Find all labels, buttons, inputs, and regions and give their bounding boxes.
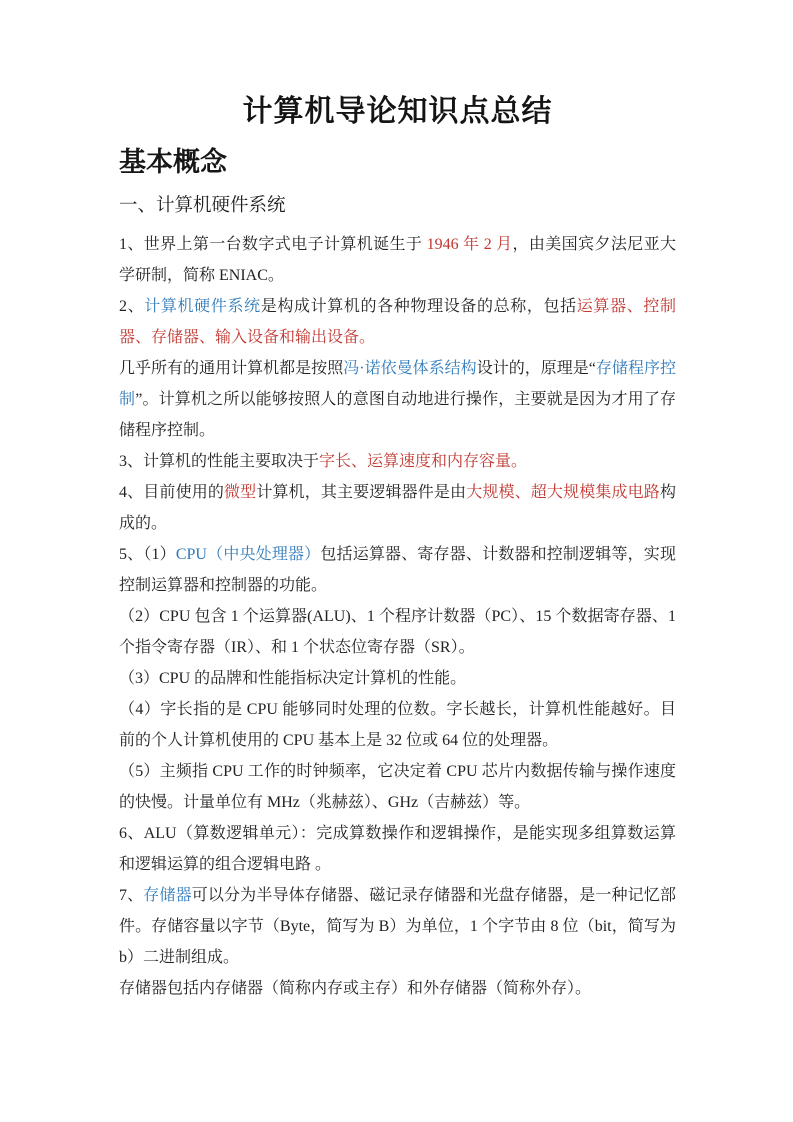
paragraph xyxy=(119,880,676,973)
subsection-heading: 一、计算机硬件系统 xyxy=(119,196,286,216)
text-run: 3、计算机的性能主要取决于 xyxy=(119,453,320,470)
text-run: 7、 xyxy=(119,887,144,904)
text-run: （5）主频指 CPU 工作的时钟频率，它决定着 CPU 芯片内数据传输与操作速度的快慢。计量单位有 MHz（兆赫兹）、GHz（吉赫兹）等。 xyxy=(119,763,676,811)
red-highlight-run: 1946 年 2 月 xyxy=(426,236,513,253)
document-body xyxy=(119,229,676,1004)
paragraph xyxy=(119,756,676,818)
paragraph xyxy=(119,663,676,694)
section-heading: 基本概念 xyxy=(119,147,227,177)
paragraph xyxy=(119,694,676,756)
red-highlight-run: 字长、运算速度和内存容量。 xyxy=(319,453,528,470)
paragraph xyxy=(119,539,676,601)
blue-highlight-run: CPU（中央处理器） xyxy=(175,546,321,563)
document-title: 计算机导论知识点总结 xyxy=(242,95,553,128)
text-run: 是构成计算机的各种物理设备的总称，包括 xyxy=(260,298,577,315)
red-highlight-run: 微型 xyxy=(224,484,257,501)
paragraph xyxy=(119,818,676,880)
text-run: （4）字长指的是 CPU 能够同时处理的位数。字长越长，计算机性能越好。目前的个人计算机使用的 CPU 基本上是 32 位或 64 位的处理器。 xyxy=(119,701,676,749)
blue-highlight-run: 存储程序控制 xyxy=(119,360,676,408)
red-highlight-run: 运算器、控制器、存储器、输入设备和输出设备。 xyxy=(119,298,676,346)
paragraph xyxy=(119,291,676,353)
paragraph xyxy=(119,973,676,1004)
blue-highlight-run: 存储器 xyxy=(143,887,192,904)
text-run: 2、 xyxy=(119,298,145,315)
text-run: 1、世界上第一台数字式电子计算机诞生于 xyxy=(119,236,427,253)
text-run: （2）CPU 包含 1 个运算器(ALU)、1 个程序计数器（PC）、15 个数据寄存器、1 个指令寄存器（IR）、和 1 个状态位寄存器（SR）。 xyxy=(119,608,676,656)
text-run: ”。计算机之所以能够按照人的意图自动地进行操作，主要就是因为才用了存储程序控制。 xyxy=(119,391,676,439)
text-run: 构成的。 xyxy=(119,484,676,532)
text-run: 计算机，其主要逻辑器件是由 xyxy=(256,484,467,501)
paragraph xyxy=(119,229,676,291)
text-run: 4、目前使用的 xyxy=(119,484,225,501)
text-run: 5、（1） xyxy=(119,546,176,563)
text-run: 包括运算器、寄存器、计数器和控制逻辑等，实现控制运算器和控制器的功能。 xyxy=(119,546,676,594)
text-run: 6、ALU（算数逻辑单元）：完成算数操作和逻辑操作，是能实现多组算数运算和逻辑运算的组合逻辑电路 。 xyxy=(119,825,676,873)
red-highlight-run: 大规模、超大规模集成电路 xyxy=(466,484,660,501)
text-run: （3）CPU 的品牌和性能指标决定计算机的性能。 xyxy=(119,670,467,687)
paragraph xyxy=(119,477,676,539)
paragraph xyxy=(119,446,676,477)
paragraph xyxy=(119,601,676,663)
text-run: 可以分为半导体存储器、磁记录存储器和光盘存储器，是一种记忆部件。存储容量以字节（Byte，简写为 B）为单位，1 个字节由 8 位（bit，简写为 b）二进制组成。 xyxy=(119,887,676,966)
blue-highlight-run: 计算机硬件系统 xyxy=(144,298,261,315)
text-run: 几乎所有的通用计算机都是按照 xyxy=(119,360,344,377)
text-run: 存储器包括内存储器（简称内存或主存）和外存储器（简称外存）。 xyxy=(119,980,592,997)
paragraph xyxy=(119,353,676,446)
text-run: ，由美国宾夕法尼亚大学研制，简称 ENIAC。 xyxy=(119,236,676,284)
blue-highlight-run: 冯·诺依曼体系结构 xyxy=(343,360,477,377)
text-run: 设计的，原理是“ xyxy=(476,360,596,377)
